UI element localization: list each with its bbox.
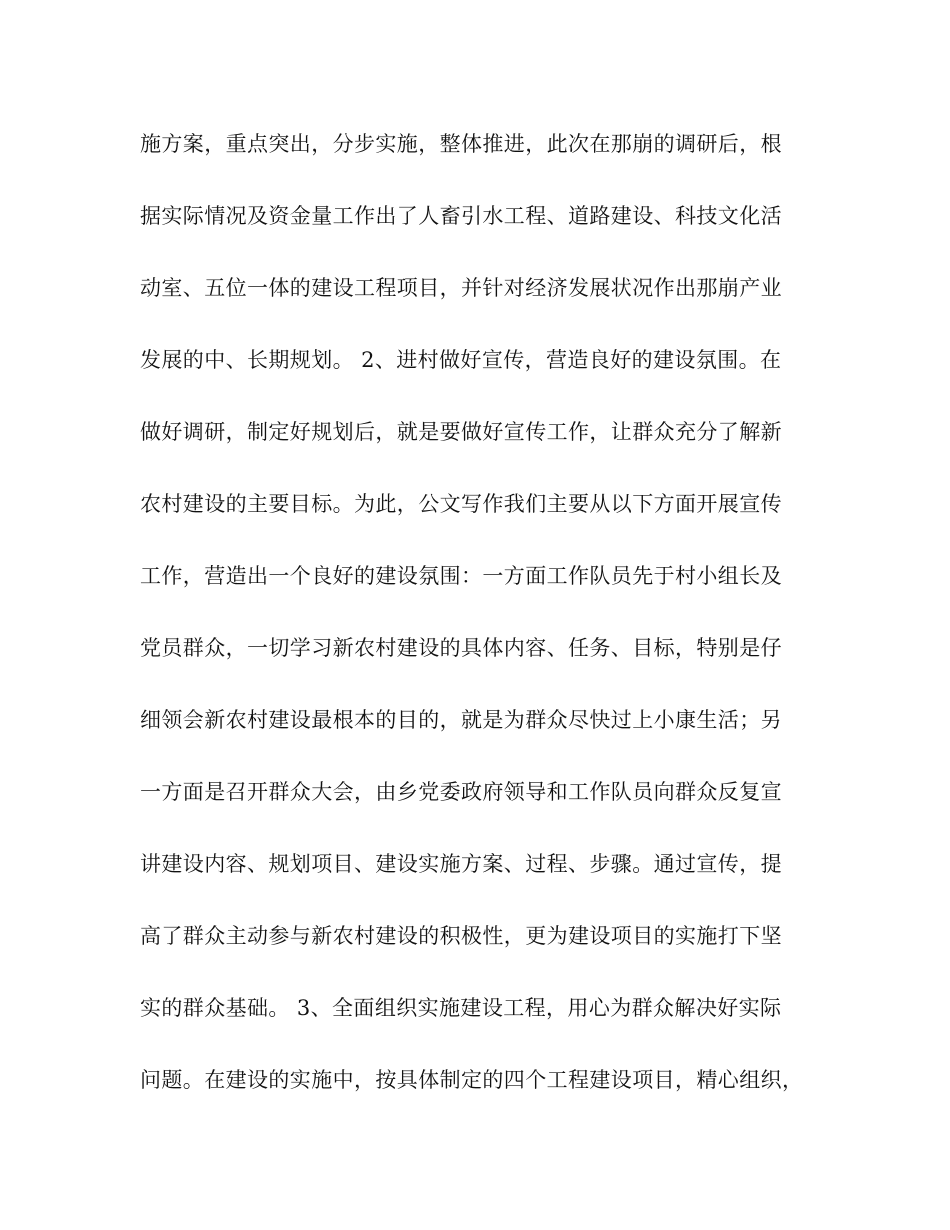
text-line: 细领会新农村建设最根本的目的，就是为群众尽快过上小康生活；另 xyxy=(140,708,782,732)
text-line: 一方面是召开群众大会，由乡党委政府领导和工作队员向群众反复宣 xyxy=(140,780,782,804)
text-line: 动室、五位一体的建设工程项目，并针对经济发展状况作出那崩产业 xyxy=(140,276,782,300)
text-line: 实的群众基础。 3、全面组织实施建设工程，用心为群众解决好实际 xyxy=(140,996,782,1020)
text-line: 据实际情况及资金量工作出了人畜引水工程、道路建设、科技文化活 xyxy=(140,204,782,228)
text-line: 发展的中、长期规划。 2、进村做好宣传，营造良好的建设氛围。在 xyxy=(140,348,782,372)
text-line: 工作，营造出一个良好的建设氛围：一方面工作队员先于村小组长及 xyxy=(140,564,782,588)
text-line: 施方案，重点突出，分步实施，整体推进，此次在那崩的调研后，根 xyxy=(140,132,782,156)
body-text xyxy=(140,120,820,1128)
text-line: 党员群众，一切学习新农村建设的具体内容、任务、目标，特别是仔 xyxy=(140,636,782,660)
text-line: 高了群众主动参与新农村建设的积极性，更为建设项目的实施打下坚 xyxy=(140,924,782,948)
text-line: 问题。在建设的实施中，按具体制定的四个工程建设项目，精心组织， xyxy=(140,1068,804,1092)
text-line: 讲建设内容、规划项目、建设实施方案、过程、步骤。通过宣传，提 xyxy=(140,852,782,876)
text-line: 做好调研，制定好规划后，就是要做好宣传工作，让群众充分了解新 xyxy=(140,420,782,444)
text-line: 农村建设的主要目标。为此，公文写作我们主要从以下方面开展宣传 xyxy=(140,492,782,516)
